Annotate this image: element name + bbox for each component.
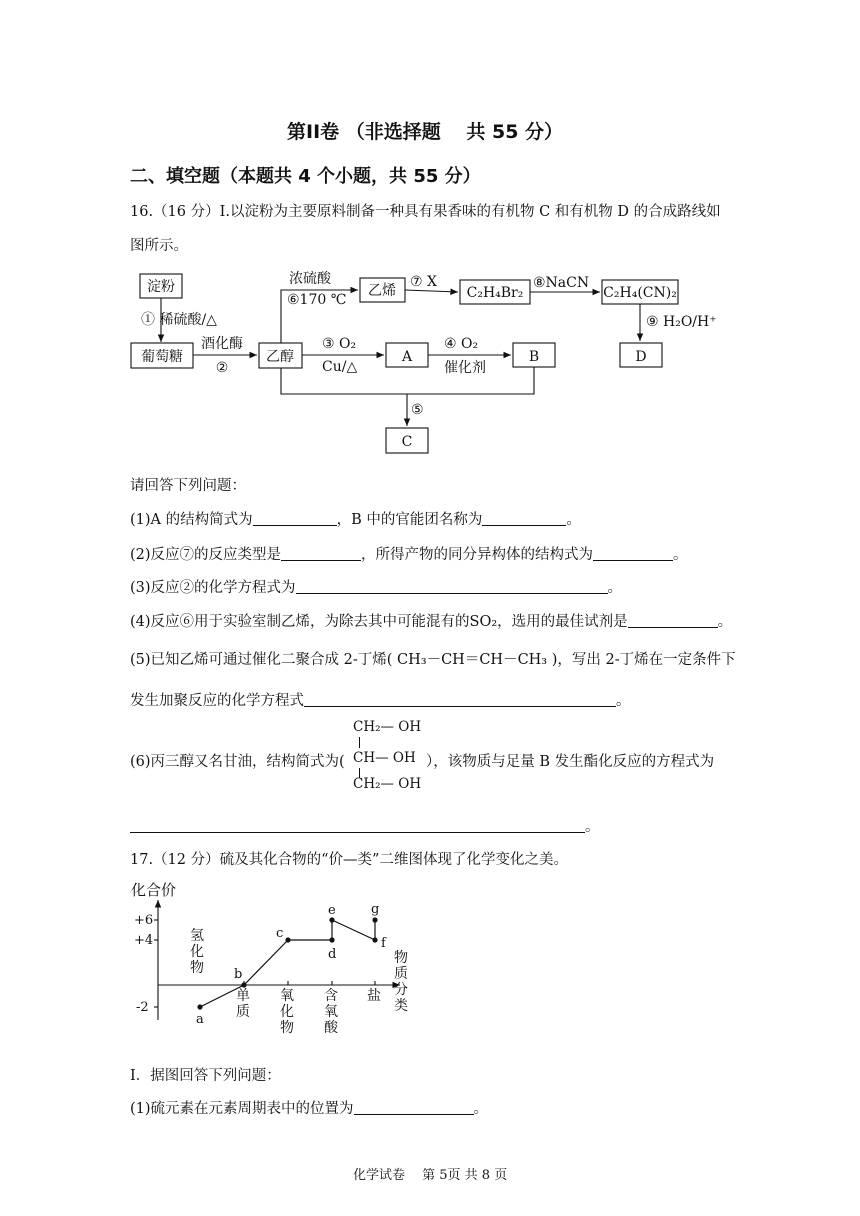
y-tick-label: +4 <box>134 933 154 948</box>
x-axis-title <box>394 950 426 1014</box>
answer-blank[interactable] <box>354 1100 474 1115</box>
q16-p3-text-a: (3)反应②的化学方程式为 <box>130 580 296 596</box>
q16-p4-text-b: 。 <box>717 614 733 630</box>
label-ethanol: 乙醇 <box>266 349 294 365</box>
x-axis-title-col1: 物质分类 <box>394 950 408 1014</box>
page-footer: 化学试卷 第 5页 共 8 页 <box>353 1168 508 1183</box>
label-c: C <box>401 434 413 450</box>
chart-segment-e-f <box>332 920 375 940</box>
chart-point-label-g: g <box>371 902 380 917</box>
y-tick-label: +6 <box>134 913 154 928</box>
label-d: D <box>635 349 647 365</box>
q17-part1 <box>130 1097 488 1118</box>
q16-p6-text-c: 。 <box>585 819 600 835</box>
q16-p4-text-a: (4)反应⑥用于实验室制乙烯，为除去其中可能混有的SO₂，选用的最佳试剂是 <box>130 614 628 630</box>
chart-point-d <box>329 937 334 942</box>
chart-point-a <box>197 1004 202 1009</box>
q16-p2-text-b: ，所得产物的同分异构体的结构式为 <box>361 547 594 563</box>
label-step7: ⑦ X <box>410 274 437 290</box>
q17-p1-text-b: 。 <box>473 1101 489 1117</box>
x-category-element: 单质 <box>236 988 250 1020</box>
page-title: 第II卷 （非选择题 共 55 分） <box>287 121 564 143</box>
label-step4-bottom: 催化剂 <box>444 360 486 376</box>
q17-part-i: I．据图回答下列问题： <box>130 1068 281 1084</box>
q16-p5-text-c: 。 <box>616 693 631 709</box>
glycerol-struct-top: CH₂— OH <box>353 719 422 735</box>
label-step5: ⑤ <box>411 402 424 418</box>
label-starch: 淀粉 <box>147 279 175 295</box>
chart-point-label-e: e <box>328 903 336 918</box>
y-tick-label: -2 <box>136 1000 149 1015</box>
q16-p6-text-a: (6)丙三醇又名甘油，结构简式为( <box>130 754 345 770</box>
chart-point-f <box>372 937 377 942</box>
label-step3-bottom: Cu/△ <box>322 359 358 375</box>
label-step4-top: ④ O₂ <box>444 336 479 352</box>
label-step6-top: 浓硫酸 <box>289 271 331 287</box>
q16-intro-line2: 图所示。 <box>130 238 188 254</box>
x-category-salt: 盐 <box>367 988 381 1004</box>
q16-p2-text-c: 。 <box>673 547 688 563</box>
label-step8: ⑧NaCN <box>533 275 590 291</box>
q17-p1-text-a: (1)硫元素在元素周期表中的位置为 <box>130 1101 354 1117</box>
label-step3-top: ③ O₂ <box>322 336 357 352</box>
label-c2h4br2: C₂H₄Br₂ <box>466 285 524 301</box>
label-step2-bottom: ② <box>215 360 229 376</box>
chart-point-label-c: c <box>276 926 284 941</box>
label-step9: ⑨ H₂O/H⁺ <box>646 314 717 330</box>
q16-intro-line1: 16.（16 分）I.以淀粉为主要原料制备一种具有果香味的有机物 C 和有机物 D 的合成路线如 <box>130 204 721 220</box>
q16-p3-text-b: 。 <box>607 580 623 596</box>
q16-part5-line1: (5)已知乙烯可通过催化二聚合成 2-丁烯( CH₃－CH＝CH－CH₃ )，写出 2-丁烯在一定条件下 <box>130 652 736 668</box>
label-ethylene: 乙烯 <box>368 283 396 299</box>
label-glucose: 葡萄糖 <box>141 349 183 365</box>
label-a: A <box>401 349 413 365</box>
q17-intro: 17.（12 分）硫及其化合物的“价—类”二维图体现了化学变化之美。 <box>130 852 568 868</box>
chart-point-g <box>372 917 377 922</box>
q16-p6-text-b: ），该物质与足量 B 发生酯化反应的方程式为 <box>426 754 715 770</box>
q16-p2-text-a: (2)反应⑦的反应类型是 <box>130 547 282 563</box>
x-category-hydride: 氢化物 <box>190 928 204 976</box>
chart-point-c <box>285 937 290 942</box>
chart-point-b <box>241 982 246 987</box>
section-heading: 二、填空题（本题共 4 个小题，共 55 分） <box>130 166 481 187</box>
chart-point-label-a: a <box>196 1012 204 1027</box>
q16-p1-text-b: ，B 中的官能团名称为 <box>336 512 483 528</box>
y-axis-title: 化合价 <box>131 881 177 899</box>
chart-point-label-d: d <box>328 947 337 962</box>
q16-p1-text-a: (1)A 的结构简式为 <box>130 512 253 528</box>
q16-p5-text-b: 发生加聚反应的化学方程式 <box>130 693 304 709</box>
label-step2-top: 酒化酶 <box>201 336 243 352</box>
chart-segment-b-c <box>244 940 288 985</box>
q16-p1-text-c: 。 <box>566 512 581 528</box>
chart-point-e <box>329 917 334 922</box>
chart-point-label-f: f <box>381 936 386 951</box>
label-c2h4cn2: C₂H₄(CN)₂ <box>603 285 677 301</box>
x-category-oxyacid: 含氧酸 <box>324 988 338 1036</box>
label-step6-bottom: ⑥170 ℃ <box>287 292 347 308</box>
glycerol-struct-mid: CH— OH <box>353 750 416 766</box>
q16-prompt: 请回答下列问题： <box>130 478 246 494</box>
x-category-oxide: 氧化物 <box>280 988 294 1036</box>
glycerol-struct-bot: CH₂— OH <box>353 776 422 792</box>
chart-point-label-b: b <box>234 967 243 982</box>
label-step1: ① 稀硫酸/△ <box>141 312 217 328</box>
label-b: B <box>528 349 540 365</box>
